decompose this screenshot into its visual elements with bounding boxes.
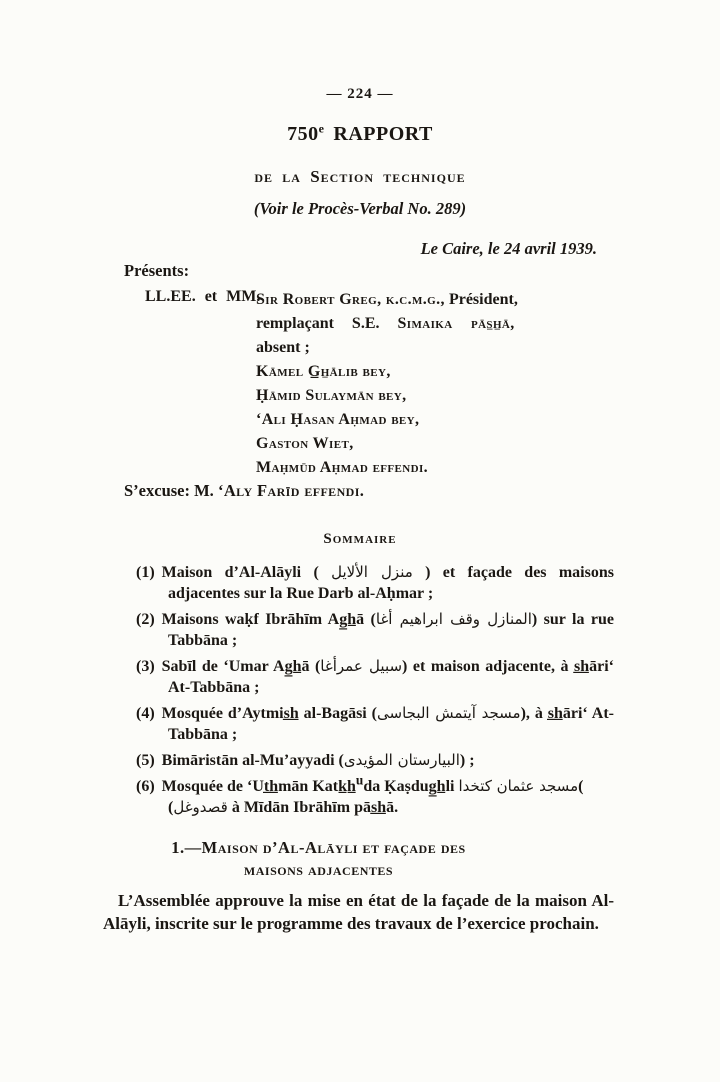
attendee-line [256, 384, 616, 408]
attendee-line [256, 336, 616, 360]
text-segment: Sir Robert Greg, k.c.m.g., [256, 291, 445, 308]
arabic-text: البيارستان المؤيدى [343, 751, 460, 769]
arabic-text: المنازل وقف ابراهيم أغا [375, 610, 532, 628]
sommaire-item [136, 703, 614, 745]
item-text [162, 611, 614, 649]
text-segment: Sabīl de ‘Umar Ag̲h̲ā ( [161, 658, 321, 675]
sommaire-item [136, 609, 614, 651]
attendee-line [256, 360, 616, 384]
item-number: (6) [136, 778, 155, 795]
item-number: (2) [136, 611, 155, 628]
text-segment: Maḥmūd Aḥmad effendi. [256, 459, 429, 476]
section-heading-line1: 1.—Maison d’Al-Alāyli et façade des [171, 838, 466, 857]
place-date-line: Le Caire, le 24 avril 1939. [420, 239, 597, 258]
text-segment: ), à s̲h̲āri‘ At-Tabbāna ; [168, 705, 614, 743]
attendee-line [256, 432, 616, 456]
text-segment: Président, [444, 291, 518, 308]
text-segment: ‘Aly Farīd effendi. [217, 481, 365, 500]
text-segment: Mosquée de ‘Ut̲h̲mān Katk̲h̲ [161, 778, 356, 795]
text-segment: ) et maison adjacente, à s̲h̲āri‘ At-Tabbāna ; [168, 658, 614, 696]
attendee-line [256, 408, 616, 432]
proces-verbal-reference: (Voir le Procès-Verbal No. 289) [253, 199, 467, 218]
presents-label: Présents: [124, 261, 190, 280]
body-paragraph: L’Assemblée approuve la mise en état de la façade de la maison Al-Alāyli, inscrite sur le programme des travaux de l’exercice prochain. [103, 891, 614, 933]
sommaire-heading: Sommaire [323, 531, 397, 547]
attendee-list [256, 288, 616, 480]
text-segment: Gaston Wiet, [256, 435, 354, 452]
item-text [162, 752, 475, 769]
item-number: (1) [136, 564, 155, 581]
page-number: — 224 — [326, 86, 394, 102]
text-segment: remplaçant S.E. [256, 315, 398, 332]
text-segment: ) sur la rue Tabbāna ; [168, 611, 615, 649]
honorifics-label: LL.EE. et MM. [145, 288, 261, 305]
sommaire-item [136, 656, 614, 698]
report-number-ordinal: e [318, 121, 325, 136]
attendee-line [256, 312, 616, 336]
attendee-line [256, 288, 616, 312]
item-number: (5) [136, 752, 155, 769]
text-segment: ) ; [459, 752, 475, 769]
section-heading-line2: maisons adjacentes [243, 860, 394, 879]
text-segment: Bimāristān al-Mu’ayyadi ( [161, 752, 344, 769]
text-segment: ( [578, 778, 584, 795]
report-title [0, 123, 720, 146]
text-segment: ‘Ali Ḥasan Aḥmad bey, [256, 411, 420, 428]
text-segment: Simaika pās̲h̲ā, [397, 315, 515, 332]
arabic-text: مسجد آيتمش البجاسى [377, 704, 521, 722]
sommaire-item [136, 750, 614, 771]
arabic-text: قصدوغل [173, 798, 228, 816]
item-text [162, 658, 614, 696]
text-segment: Mosquée d’Aytmis̲h̲ al-Bagāsi ( [161, 705, 377, 722]
arabic-text: مسجد عثمان كتخدا [458, 777, 579, 795]
report-word: RAPPORT [333, 123, 433, 145]
item-text [161, 772, 584, 816]
sommaire-list [136, 562, 614, 823]
text-segment: ( [168, 799, 174, 816]
text-segment: S’excuse: M. [124, 481, 218, 500]
text-segment: ) et façade des maisons adjacentes sur la Rue Darb al-Aḥmar ; [168, 564, 614, 602]
excuse-line [124, 481, 364, 501]
arabic-text: سبيل عمرأغا [320, 657, 403, 675]
sommaire-item [136, 772, 614, 818]
text-segment: à Mīdān Ibrāhīm pās̲h̲ā. [227, 799, 399, 816]
text-segment: da Ḳaṣdug̲h̲li [363, 778, 459, 795]
item-text [162, 564, 614, 602]
attendee-line [256, 456, 616, 480]
arabic-text: منزل الألايل [331, 563, 413, 581]
text-segment: absent ; [256, 339, 310, 356]
text-segment: Ḥāmid Sulaymān bey, [256, 387, 407, 404]
item-number: (4) [136, 705, 155, 722]
item-text [162, 705, 614, 743]
section-subtitle: de la Section technique [254, 167, 466, 186]
report-number: 750 [287, 123, 319, 145]
text-segment: Maison d’Al-Alāyli ( [161, 564, 332, 581]
text-segment: Kāmel G̲h̲ālib bey, [256, 363, 391, 380]
sommaire-item [136, 562, 614, 604]
text-segment: u [355, 772, 364, 788]
item-number: (3) [136, 658, 155, 675]
text-segment: Maisons waḳf Ibrāhīm Ag̲h̲ā ( [161, 611, 376, 628]
